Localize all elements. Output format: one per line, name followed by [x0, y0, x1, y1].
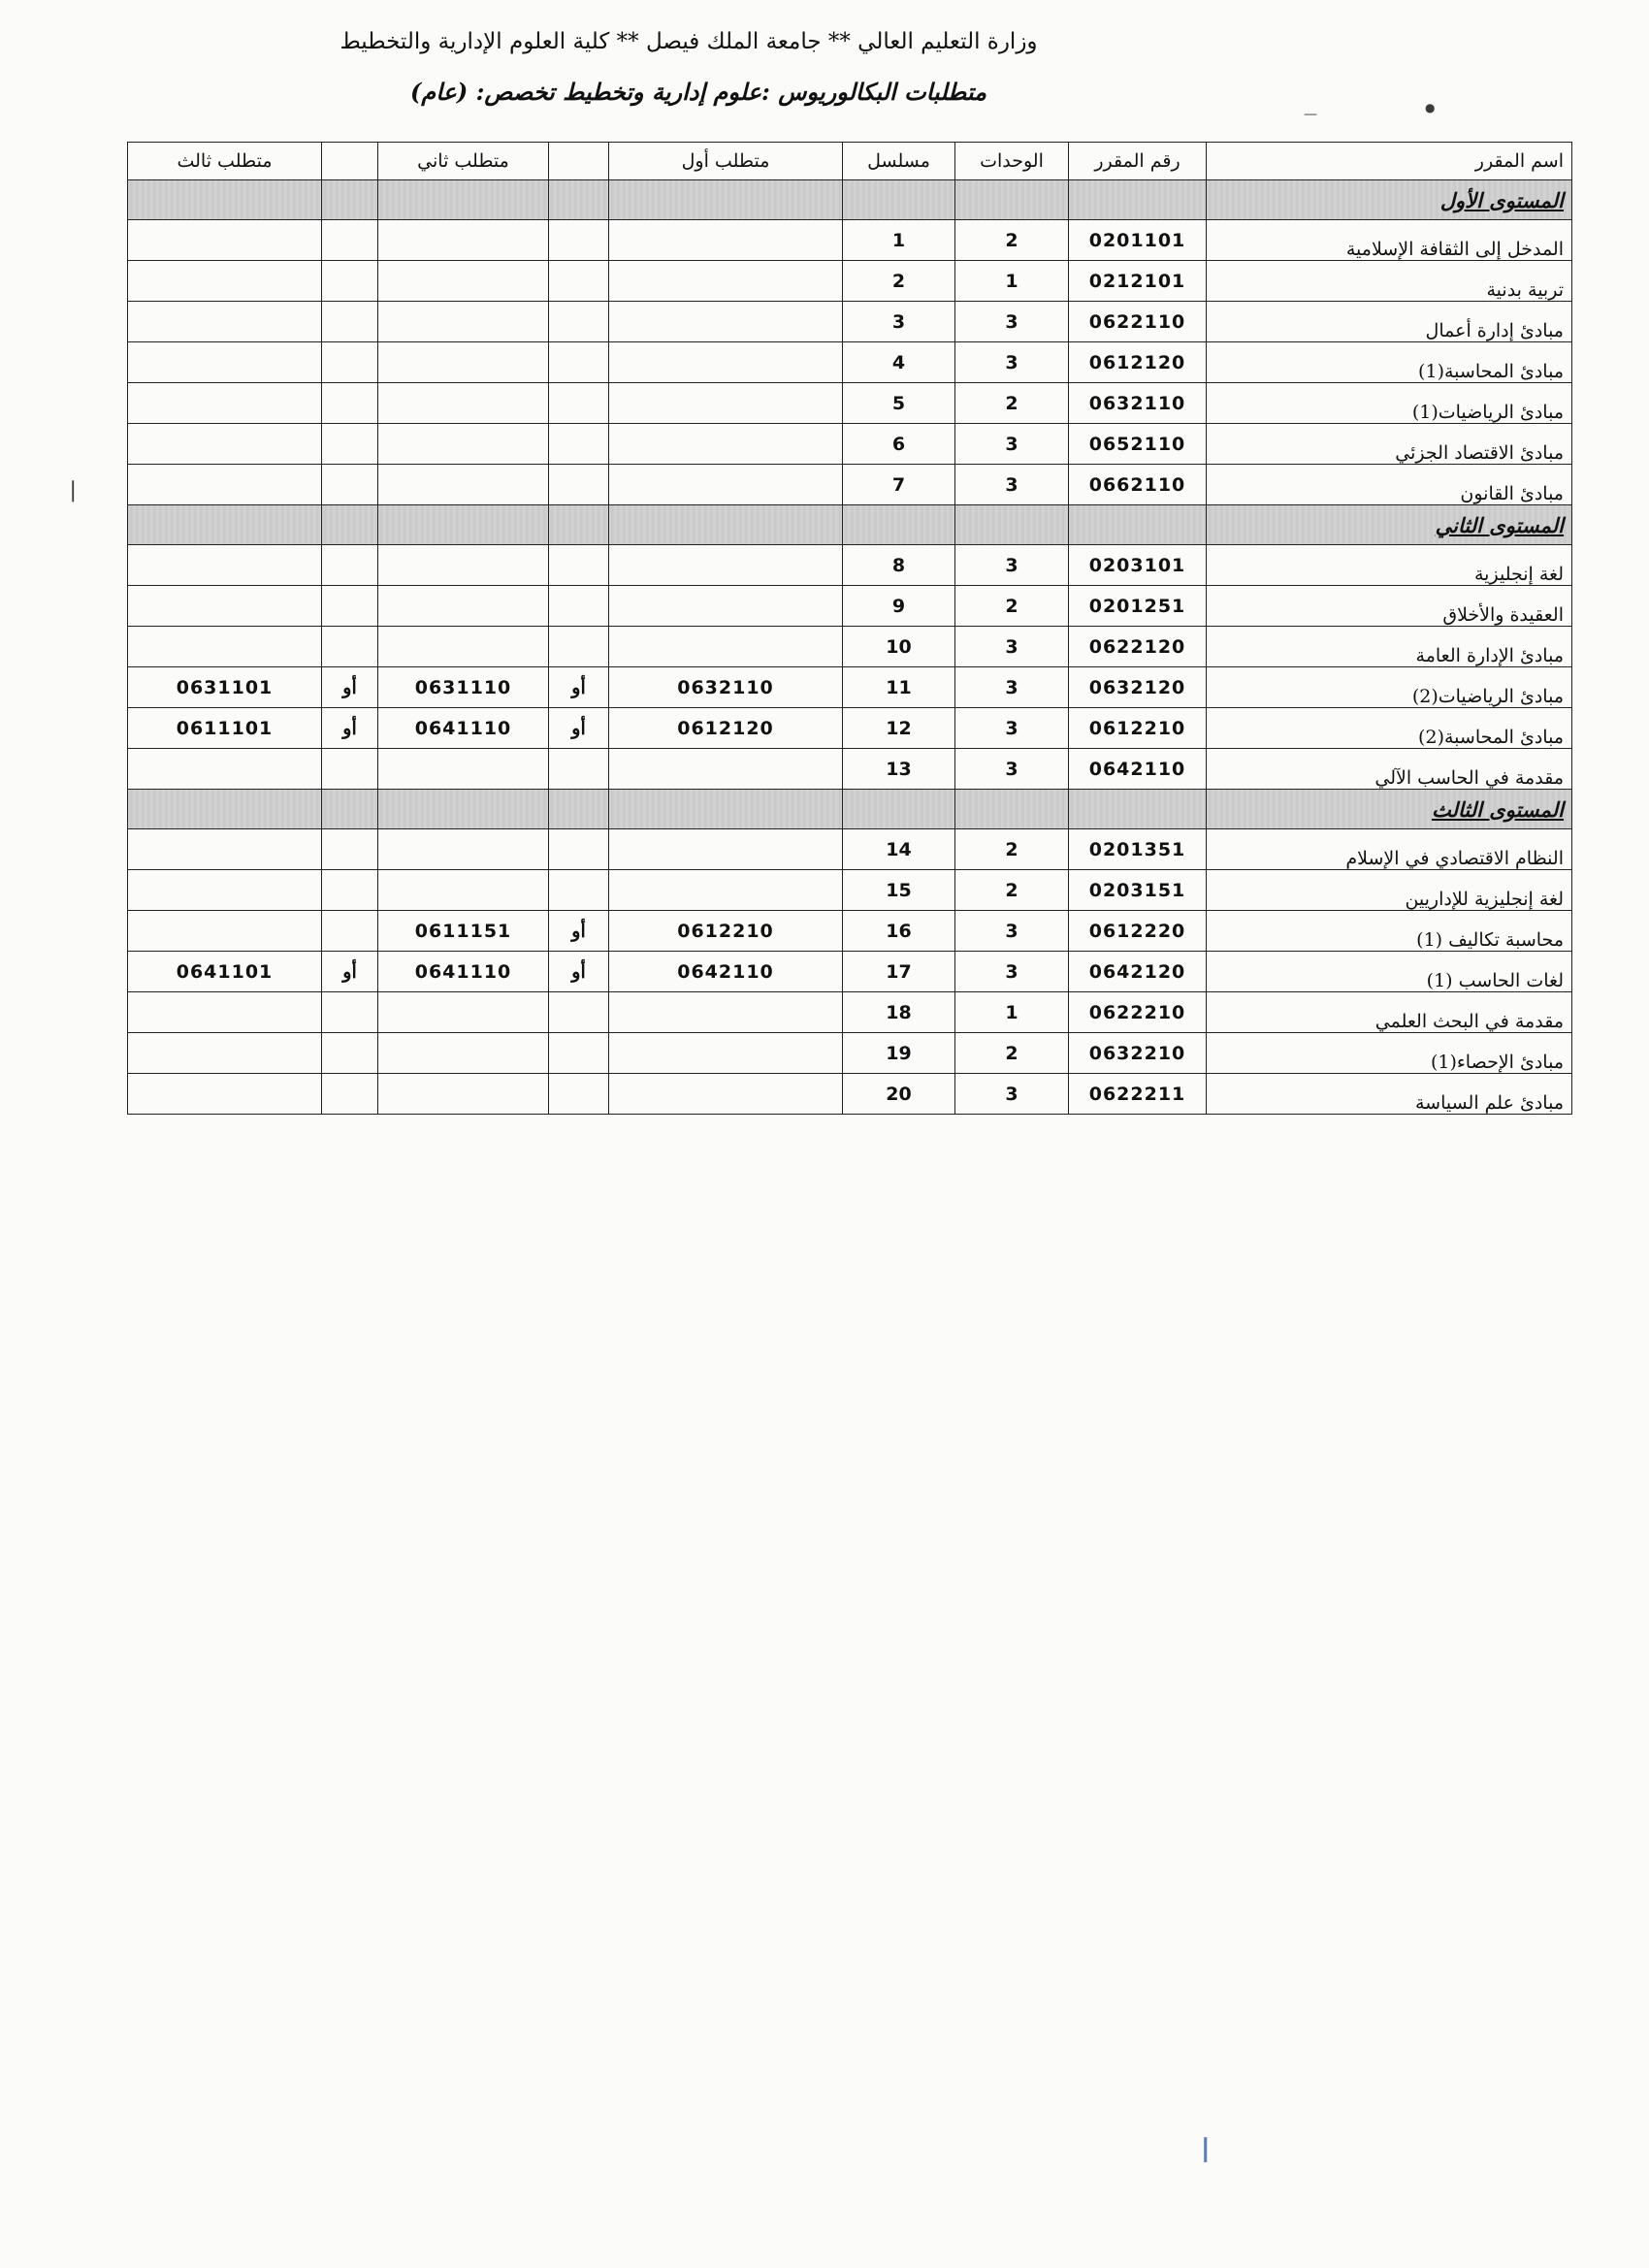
- prerequisite-1: [609, 627, 843, 667]
- prerequisite-2: [378, 870, 549, 911]
- course-code: 0201351: [1069, 829, 1207, 870]
- prerequisite-3: [128, 992, 322, 1033]
- or-separator-2: أو: [322, 952, 378, 992]
- prerequisite-1: 0612210: [609, 911, 843, 952]
- prerequisite-2: [378, 424, 549, 465]
- prerequisite-3: [128, 829, 322, 870]
- course-code: 0201101: [1069, 220, 1207, 261]
- course-code: 0642110: [1069, 749, 1207, 790]
- prerequisite-2: [378, 302, 549, 342]
- or-separator-2: [322, 911, 378, 952]
- level-shade-cell: [609, 790, 843, 829]
- course-units: 3: [955, 302, 1069, 342]
- prerequisite-2: [378, 261, 549, 302]
- or-separator-1: [549, 545, 609, 586]
- course-code: 0622211: [1069, 1074, 1207, 1115]
- level-shade-cell: [843, 505, 955, 545]
- course-serial: 16: [843, 911, 955, 952]
- level-shade-cell: [609, 505, 843, 545]
- or-separator-2: [322, 342, 378, 383]
- or-separator-1: [549, 586, 609, 627]
- course-serial: 6: [843, 424, 955, 465]
- course-units: 2: [955, 1033, 1069, 1074]
- prerequisite-3: [128, 627, 322, 667]
- course-serial: 17: [843, 952, 955, 992]
- or-separator-1: [549, 992, 609, 1033]
- course-code: 0201251: [1069, 586, 1207, 627]
- or-separator-1: أو: [549, 708, 609, 749]
- or-separator-2: [322, 465, 378, 505]
- requirements-table: [127, 142, 1572, 1115]
- course-name: مبادئ علم السياسة: [1207, 1074, 1572, 1115]
- level-shade-cell: [955, 180, 1069, 220]
- course-units: 1: [955, 261, 1069, 302]
- prerequisite-3: [128, 1074, 322, 1115]
- document-title: متطلبات البكالوريوس :علوم إدارية وتخطيط تخصص: (عام): [410, 78, 986, 106]
- course-name: لغات الحاسب (1): [1207, 952, 1572, 992]
- table-row: [128, 1033, 1572, 1074]
- or-separator-2: [322, 545, 378, 586]
- table-row: [128, 465, 1572, 505]
- col-header-pre1: متطلب أول: [609, 143, 843, 180]
- level-title: المستوى الثاني: [1207, 505, 1572, 545]
- or-separator-2: [322, 1074, 378, 1115]
- table-row: [128, 342, 1572, 383]
- course-units: 3: [955, 911, 1069, 952]
- level-shade-cell: [322, 505, 378, 545]
- or-separator-1: [549, 465, 609, 505]
- course-serial: 5: [843, 383, 955, 424]
- course-serial: 20: [843, 1074, 955, 1115]
- course-serial: 19: [843, 1033, 955, 1074]
- prerequisite-3: [128, 1033, 322, 1074]
- level-shade-cell: [843, 180, 955, 220]
- course-code: 0622110: [1069, 302, 1207, 342]
- prerequisite-3: [128, 870, 322, 911]
- level-shade-cell: [128, 505, 322, 545]
- course-serial: 10: [843, 627, 955, 667]
- prerequisite-1: [609, 261, 843, 302]
- course-name: مبادئ الرياضيات(2): [1207, 667, 1572, 708]
- table-row: [128, 749, 1572, 790]
- prerequisite-2: 0641110: [378, 708, 549, 749]
- prerequisite-3: [128, 424, 322, 465]
- course-serial: 13: [843, 749, 955, 790]
- prerequisite-3: [128, 586, 322, 627]
- prerequisite-3: [128, 545, 322, 586]
- table-row: [128, 302, 1572, 342]
- prerequisite-3: [128, 383, 322, 424]
- course-serial: 18: [843, 992, 955, 1033]
- level-title: المستوى الثالث: [1207, 790, 1572, 829]
- prerequisite-1: [609, 829, 843, 870]
- prerequisite-2: 0641110: [378, 952, 549, 992]
- table-row: [128, 911, 1572, 952]
- or-separator-2: [322, 829, 378, 870]
- course-code: 0632120: [1069, 667, 1207, 708]
- col-header-or2: [322, 143, 378, 180]
- table-row: [128, 383, 1572, 424]
- table-row: [128, 708, 1572, 749]
- level-shade-cell: [549, 505, 609, 545]
- or-separator-1: [549, 829, 609, 870]
- prerequisite-1: [609, 749, 843, 790]
- course-units: 3: [955, 424, 1069, 465]
- course-units: 3: [955, 545, 1069, 586]
- course-units: 3: [955, 708, 1069, 749]
- level-shade-cell: [378, 180, 549, 220]
- course-code: 0612210: [1069, 708, 1207, 749]
- or-separator-2: [322, 992, 378, 1033]
- level-shade-cell: [378, 505, 549, 545]
- level-shade-cell: [955, 505, 1069, 545]
- course-serial: 1: [843, 220, 955, 261]
- table-row: [128, 829, 1572, 870]
- prerequisite-1: [609, 992, 843, 1033]
- prerequisite-3: [128, 261, 322, 302]
- prerequisite-2: [378, 220, 549, 261]
- prerequisite-2: [378, 1033, 549, 1074]
- prerequisite-3: [128, 911, 322, 952]
- prerequisite-2: [378, 586, 549, 627]
- course-serial: 9: [843, 586, 955, 627]
- or-separator-2: [322, 586, 378, 627]
- course-name: مقدمة في البحث العلمي: [1207, 992, 1572, 1033]
- course-code: 0203101: [1069, 545, 1207, 586]
- col-header-pre3: متطلب ثالث: [128, 143, 322, 180]
- course-name: محاسبة تكاليف (1): [1207, 911, 1572, 952]
- table-row: [128, 261, 1572, 302]
- or-separator-2: [322, 1033, 378, 1074]
- table-row: [128, 586, 1572, 627]
- course-units: 3: [955, 667, 1069, 708]
- or-separator-2: أو: [322, 708, 378, 749]
- scan-mark: ❘: [64, 478, 82, 502]
- prerequisite-2: [378, 545, 549, 586]
- level-shade-cell: [322, 790, 378, 829]
- course-serial: 7: [843, 465, 955, 505]
- course-name: المدخل إلى الثقافة الإسلامية: [1207, 220, 1572, 261]
- prerequisite-3: [128, 465, 322, 505]
- course-name: العقيدة والأخلاق: [1207, 586, 1572, 627]
- prerequisite-2: [378, 749, 549, 790]
- course-name: مبادئ الاقتصاد الجزئي: [1207, 424, 1572, 465]
- table-row: [128, 870, 1572, 911]
- course-units: 1: [955, 992, 1069, 1033]
- course-units: 3: [955, 342, 1069, 383]
- prerequisite-1: [609, 302, 843, 342]
- col-header-units: الوحدات: [955, 143, 1069, 180]
- course-code: 0612120: [1069, 342, 1207, 383]
- ministry-header: وزارة التعليم العالي ** جامعة الملك فيصل ** كلية العلوم الإدارية والتخطيط: [340, 29, 1038, 54]
- course-serial: 12: [843, 708, 955, 749]
- col-header-pre2: متطلب ثاني: [378, 143, 549, 180]
- prerequisite-1: 0612120: [609, 708, 843, 749]
- prerequisite-2: 0631110: [378, 667, 549, 708]
- level-shade-cell: [1069, 505, 1207, 545]
- course-units: 2: [955, 383, 1069, 424]
- table-row: [128, 627, 1572, 667]
- scan-dot: —: [1304, 107, 1317, 122]
- or-separator-1: أو: [549, 952, 609, 992]
- course-name: تربية بدنية: [1207, 261, 1572, 302]
- course-units: 3: [955, 1074, 1069, 1115]
- table-row: [128, 952, 1572, 992]
- course-units: 2: [955, 220, 1069, 261]
- course-serial: 2: [843, 261, 955, 302]
- or-separator-2: [322, 749, 378, 790]
- or-separator-1: [549, 261, 609, 302]
- level-header-row: [128, 505, 1572, 545]
- level-title: المستوى الأول: [1207, 180, 1572, 220]
- prerequisite-1: 0632110: [609, 667, 843, 708]
- level-shade-cell: [955, 790, 1069, 829]
- level-shade-cell: [609, 180, 843, 220]
- course-name: مبادئ إدارة أعمال: [1207, 302, 1572, 342]
- course-serial: 3: [843, 302, 955, 342]
- course-units: 2: [955, 829, 1069, 870]
- course-code: 0632110: [1069, 383, 1207, 424]
- or-separator-1: [549, 1033, 609, 1074]
- or-separator-1: [549, 870, 609, 911]
- or-separator-1: [549, 342, 609, 383]
- course-serial: 4: [843, 342, 955, 383]
- prerequisite-1: [609, 1033, 843, 1074]
- course-units: 3: [955, 952, 1069, 992]
- or-separator-1: [549, 424, 609, 465]
- col-header-name: اسم المقرر: [1207, 143, 1572, 180]
- prerequisite-2: [378, 829, 549, 870]
- prerequisite-1: [609, 1074, 843, 1115]
- col-header-or1: [549, 143, 609, 180]
- prerequisite-3: [128, 342, 322, 383]
- or-separator-1: أو: [549, 911, 609, 952]
- table-row: [128, 1074, 1572, 1115]
- course-units: 2: [955, 870, 1069, 911]
- or-separator-1: أو: [549, 667, 609, 708]
- course-name: مبادئ الإدارة العامة: [1207, 627, 1572, 667]
- course-serial: 11: [843, 667, 955, 708]
- level-shade-cell: [1069, 790, 1207, 829]
- course-units: 2: [955, 586, 1069, 627]
- prerequisite-1: [609, 586, 843, 627]
- level-shade-cell: [378, 790, 549, 829]
- or-separator-2: [322, 424, 378, 465]
- course-serial: 15: [843, 870, 955, 911]
- scan-dot: ●: [1425, 101, 1436, 114]
- course-name: مبادئ القانون: [1207, 465, 1572, 505]
- table-row: [128, 545, 1572, 586]
- course-name: النظام الاقتصادي في الإسلام: [1207, 829, 1572, 870]
- or-separator-2: [322, 261, 378, 302]
- course-code: 0203151: [1069, 870, 1207, 911]
- prerequisite-2: [378, 1074, 549, 1115]
- prerequisite-1: [609, 220, 843, 261]
- course-name: لغة إنجليزية للإداريين: [1207, 870, 1572, 911]
- prerequisite-1: [609, 545, 843, 586]
- course-code: 0642120: [1069, 952, 1207, 992]
- course-name: لغة إنجليزية: [1207, 545, 1572, 586]
- or-separator-1: [549, 383, 609, 424]
- course-name: مبادئ الرياضيات(1): [1207, 383, 1572, 424]
- or-separator-1: [549, 1074, 609, 1115]
- course-serial: 14: [843, 829, 955, 870]
- or-separator-2: [322, 220, 378, 261]
- prerequisite-3: [128, 220, 322, 261]
- table-body: [128, 180, 1572, 1115]
- level-shade-cell: [128, 180, 322, 220]
- level-shade-cell: [549, 180, 609, 220]
- course-code: 0652110: [1069, 424, 1207, 465]
- or-separator-2: [322, 383, 378, 424]
- course-code: 0212101: [1069, 261, 1207, 302]
- course-name: مبادئ المحاسبة(1): [1207, 342, 1572, 383]
- prerequisite-3: 0611101: [128, 708, 322, 749]
- course-name: مبادئ الإحصاء(1): [1207, 1033, 1572, 1074]
- table-row: [128, 424, 1572, 465]
- prerequisite-3: 0631101: [128, 667, 322, 708]
- or-separator-2: [322, 627, 378, 667]
- level-header-row: [128, 790, 1572, 829]
- or-separator-2: [322, 870, 378, 911]
- prerequisite-2: [378, 342, 549, 383]
- course-code: 0662110: [1069, 465, 1207, 505]
- course-code: 0632210: [1069, 1033, 1207, 1074]
- table-row: [128, 992, 1572, 1033]
- prerequisite-3: [128, 302, 322, 342]
- course-code: 0622120: [1069, 627, 1207, 667]
- table-row: [128, 220, 1572, 261]
- or-separator-1: [549, 627, 609, 667]
- course-name: مبادئ المحاسبة(2): [1207, 708, 1572, 749]
- course-units: 3: [955, 465, 1069, 505]
- table-row: [128, 667, 1572, 708]
- or-separator-1: [549, 302, 609, 342]
- course-code: 0622210: [1069, 992, 1207, 1033]
- course-units: 3: [955, 627, 1069, 667]
- prerequisite-3: 0641101: [128, 952, 322, 992]
- level-shade-cell: [843, 790, 955, 829]
- prerequisite-2: [378, 465, 549, 505]
- prerequisite-1: [609, 465, 843, 505]
- course-code: 0612220: [1069, 911, 1207, 952]
- ink-stamp-mark: ا: [1201, 2132, 1211, 2171]
- prerequisite-1: [609, 342, 843, 383]
- level-shade-cell: [128, 790, 322, 829]
- level-shade-cell: [1069, 180, 1207, 220]
- prerequisite-1: 0642110: [609, 952, 843, 992]
- col-header-code: رقم المقرر: [1069, 143, 1207, 180]
- level-shade-cell: [322, 180, 378, 220]
- prerequisite-2: [378, 383, 549, 424]
- course-name: مقدمة في الحاسب الآلي: [1207, 749, 1572, 790]
- table-header-row: [128, 143, 1572, 180]
- prerequisite-1: [609, 870, 843, 911]
- prerequisite-2: 0611151: [378, 911, 549, 952]
- or-separator-1: [549, 220, 609, 261]
- or-separator-1: [549, 749, 609, 790]
- level-shade-cell: [549, 790, 609, 829]
- prerequisite-2: [378, 992, 549, 1033]
- prerequisite-3: [128, 749, 322, 790]
- level-header-row: [128, 180, 1572, 220]
- or-separator-2: أو: [322, 667, 378, 708]
- prerequisite-2: [378, 627, 549, 667]
- prerequisite-1: [609, 424, 843, 465]
- prerequisite-1: [609, 383, 843, 424]
- col-header-serial: مسلسل: [843, 143, 955, 180]
- course-serial: 8: [843, 545, 955, 586]
- course-units: 3: [955, 749, 1069, 790]
- or-separator-2: [322, 302, 378, 342]
